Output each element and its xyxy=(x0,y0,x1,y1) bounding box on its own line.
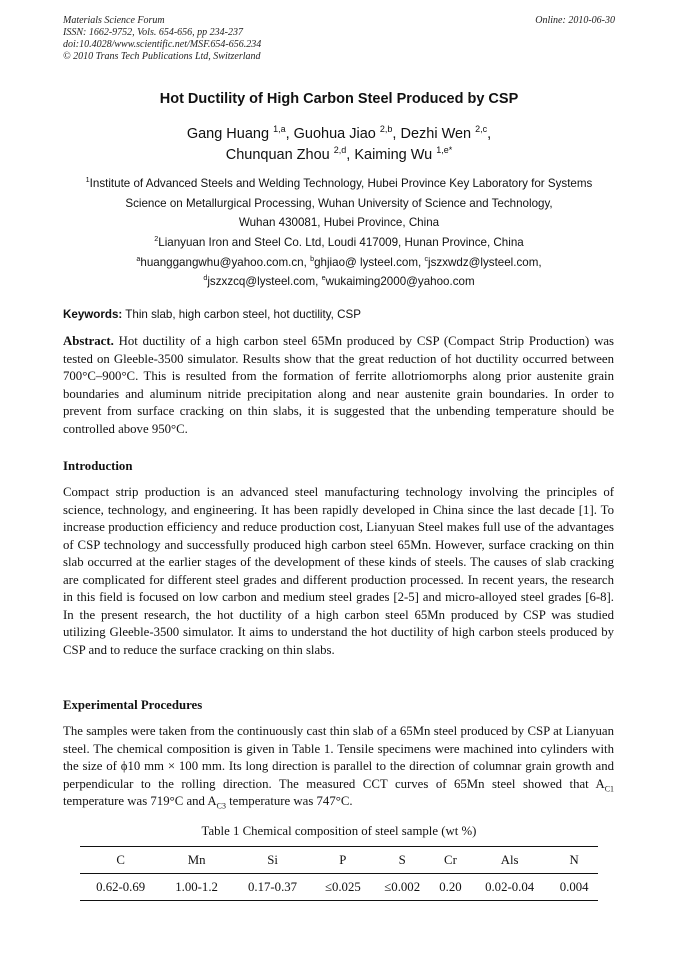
author-name: Gang Huang xyxy=(186,126,270,142)
affil-text: Institute of Advanced Steels and Welding Technology, Hubei Province Key Laboratory for Systems xyxy=(89,177,593,190)
table-cell: 1.00-1.2 xyxy=(175,879,218,894)
experimental-text xyxy=(63,723,614,811)
journal-copyright: © 2010 Trans Tech Publications Ltd, Switzerland xyxy=(63,51,261,62)
subscript-c1: C1 xyxy=(604,784,614,794)
table-header-cell: S xyxy=(398,852,406,867)
table-caption: Table 1 Chemical composition of steel sample (wt %) xyxy=(201,824,477,838)
table-cell: ≤0.002 xyxy=(384,879,421,894)
table-row xyxy=(80,874,598,901)
affiliation-1 xyxy=(63,174,615,194)
affil-sup: 1 xyxy=(85,175,90,185)
author-name: Dezhi Wen xyxy=(400,126,472,142)
email-sup: b xyxy=(310,254,315,264)
author-sep: , xyxy=(285,126,294,142)
email-address: wukaiming2000@yahoo.com xyxy=(325,275,475,288)
affiliations xyxy=(63,174,615,252)
table-header-cell: C xyxy=(116,852,125,867)
journal-doi: doi:10.4028/www.scientific.net/MSF.654-656.234 xyxy=(63,39,262,50)
introduction-heading: Introduction xyxy=(63,459,133,473)
table-cell: 0.17-0.37 xyxy=(248,879,298,894)
author-list xyxy=(63,124,615,166)
affiliation-2 xyxy=(63,233,615,253)
affil-text: Lianyuan Iron and Steel Co. Ltd, Loudi 417009, Hunan Province, China xyxy=(158,235,524,249)
author-name: Chunquan Zhou xyxy=(225,147,330,163)
email-sup: c xyxy=(424,254,429,264)
email-sup: e xyxy=(321,273,326,283)
author-affil-sup: 1,a xyxy=(273,124,286,135)
email-address: ghjiao@ lysteel.com, xyxy=(314,256,425,269)
experimental-text-part: temperature was 719°C and A xyxy=(63,794,217,808)
author-affil-sup: 2,c xyxy=(475,124,488,135)
author-name: Guohua Jiao xyxy=(293,126,376,142)
author-line-1 xyxy=(63,124,615,145)
journal-header xyxy=(63,15,615,63)
table-header-cell: Mn xyxy=(187,852,206,867)
table-header-cell: Si xyxy=(267,852,278,867)
email-line-1 xyxy=(63,253,615,272)
table-cell: 0.004 xyxy=(559,879,589,894)
table-header-row xyxy=(80,847,598,874)
affiliation-1-cont: Science on Metallurgical Processing, Wuhan University of Science and Technology, xyxy=(125,196,553,210)
author-sep: , xyxy=(487,126,492,142)
author-affil-sup: 2,d xyxy=(333,145,347,156)
composition-table xyxy=(80,846,598,901)
keywords xyxy=(63,308,615,321)
author-line-2 xyxy=(63,145,615,166)
experimental-heading: Experimental Procedures xyxy=(63,698,203,712)
abstract xyxy=(63,333,614,438)
table-header-cell: Cr xyxy=(444,852,457,867)
email-sup: a xyxy=(136,254,141,264)
table-cell: 0.02-0.04 xyxy=(485,879,535,894)
subscript-c3: C3 xyxy=(216,801,226,811)
keywords-text: Thin slab, high carbon steel, hot ductility, CSP xyxy=(122,308,361,321)
author-affil-sup: 1,e* xyxy=(436,145,453,156)
online-date: Online: 2010-06-30 xyxy=(535,15,615,26)
affiliation-1-cont: Wuhan 430081, Hubei Province, China xyxy=(238,216,440,229)
email-address: jszxwdz@lysteel.com, xyxy=(428,256,542,269)
table-header-cell: P xyxy=(339,852,347,867)
introduction-text: Compact strip production is an advanced steel manufacturing technology involving the principles of science, technology, and engineering. It has been rapidly developed in China since the last decade [1]. To increase production efficiency and reduce production cost, Lianyuan Steel makes full use of the advantages of CSP technology and successfully produced high carbon steel 65Mn. However, surface cracking on thin slab occurred at the earlier stages of the development of these kinds of steels. The causes of slab cracking are complicated for different steel grades and different production processed. In recent years, the research in this field is focused on low carbon and medium steel grades [2-5] and micro-alloyed steel grades [6-8]. In the present research, the hot ductility of a high carbon steel 65Mn produced by CSP was studied utilizing Gleeble-3500 simulator. It aims to understand the hot ductility of high carbon steels produced by CSP and to reduce the surface cracking on thin slabs. xyxy=(63,485,614,657)
email-list xyxy=(63,253,615,291)
experimental-text-part: temperature was 747°C. xyxy=(225,794,353,808)
table-header-cell: N xyxy=(569,852,579,867)
paper-title: Hot Ductility of High Carbon Steel Produced by CSP xyxy=(159,91,519,107)
journal-issn: ISSN: 1662-9752, Vols. 654-656, pp 234-237 xyxy=(63,27,243,38)
author-sep: , xyxy=(346,147,355,163)
abstract-label: Abstract. xyxy=(63,334,114,348)
author-name: Kaiming Wu xyxy=(354,147,433,163)
email-address: huanggangwhu@yahoo.com.cn, xyxy=(140,256,311,269)
journal-name: Materials Science Forum xyxy=(63,15,165,26)
table-cell: ≤0.025 xyxy=(324,879,361,894)
author-affil-sup: 2,b xyxy=(379,124,393,135)
keywords-label: Keywords: xyxy=(63,308,123,321)
email-address: jszxzcq@lysteel.com, xyxy=(207,275,322,288)
table-header-cell: Als xyxy=(500,852,519,867)
author-sep: , xyxy=(392,126,401,142)
affil-sup: 2 xyxy=(154,233,159,243)
email-sup: d xyxy=(203,273,208,283)
email-line-2 xyxy=(63,272,615,291)
table-cell: 0.62-0.69 xyxy=(96,879,146,894)
abstract-text: Hot ductility of a high carbon steel 65Mn produced by CSP (Compact Strip Production) was tested on Gleeble-3500 simulator. Results show that the great reduction of hot ductility occurred between 700°C–900°C. This is resulted from the formation of ferrite allotriomorphs along prior austenite grain boundaries and aluminum nitride precipitation along and near austenite grain boundaries. In order to prevent from surface cracking on thin slabs, it is suggested that the unbending temperature should be controlled above 950°C. xyxy=(63,334,614,436)
table-cell: 0.20 xyxy=(439,879,462,894)
experimental-text-part: The samples were taken from the continuously cast thin slab of a 65Mn steel produced by CSP at Lianyuan steel. The chemical composition is given in Table 1. Tensile specimens were machined into cylinders with the size of ϕ10 mm × 100 mm. Its long direction is parallel to the direction of columnar grain growth and perpendicular to the rolling direction. The measured CCT curves of 65Mn steel showed that A xyxy=(63,724,614,791)
